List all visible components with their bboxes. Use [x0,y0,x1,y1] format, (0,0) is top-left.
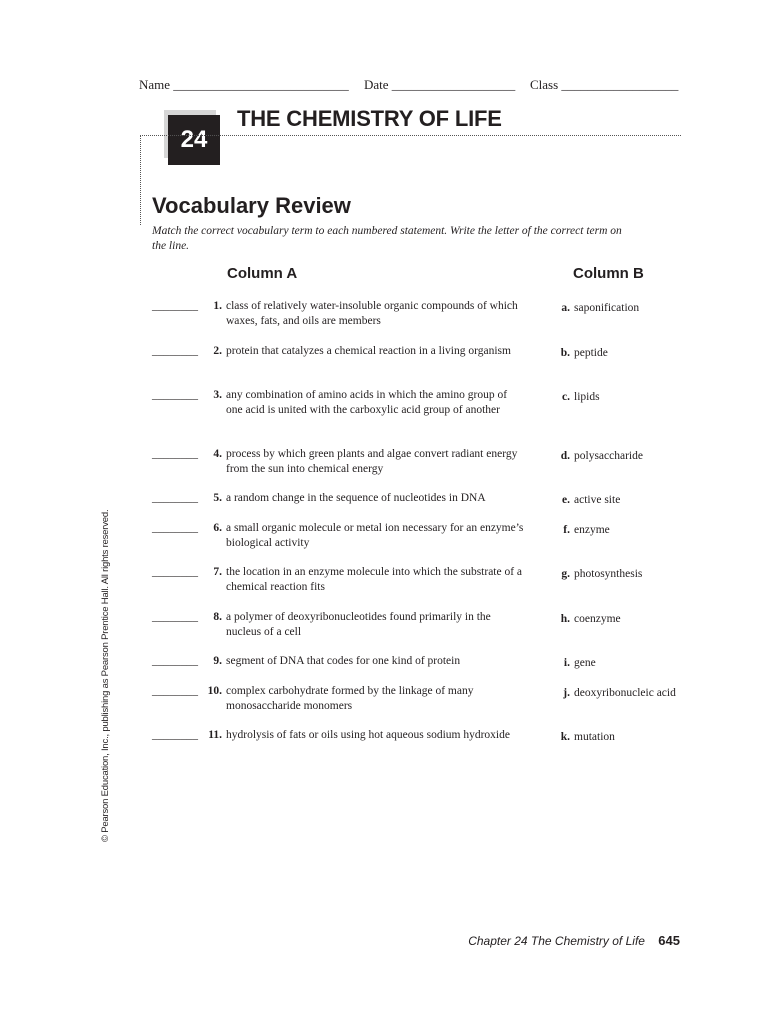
answer-blank[interactable]: ________ [152,729,198,741]
term-letter: c. [562,391,570,403]
chapter-title: THE CHEMISTRY OF LIFE [237,106,502,131]
class-field: Class __________________ [530,77,679,92]
term-text: mutation [574,731,615,743]
statement-text: any combination of amino acids in which the amino group of one acid is united with the carboxylic acid group of another [226,389,508,416]
chapter-number: 24 [180,126,208,153]
statement-text: protein that catalyzes a chemical reaction in a living organism [226,345,511,357]
item-number: 9. [213,655,222,667]
answer-blank[interactable]: ________ [152,685,198,697]
statement-text: a polymer of deoxyribonucleotides found primarily in the nucleus of a cell [226,611,491,638]
term-text: coenzyme [574,613,621,625]
term-text: deoxyribonucleic acid [574,687,676,699]
term-letter: e. [562,494,570,506]
date-field: Date ___________________ [364,77,516,92]
column-b-heading: Column B [573,265,644,282]
item-number: 7. [213,566,222,578]
term-letter: g. [561,568,570,580]
term-text: peptide [574,347,608,359]
item-number: 5. [213,492,222,504]
column-a-heading: Column A [227,265,298,282]
answer-blank[interactable]: ________ [152,566,198,578]
answer-blank[interactable]: ________ [152,300,198,312]
statement-text: hydrolysis of fats or oils using hot aqueous sodium hydroxide [226,729,510,741]
term-text: active site [574,494,621,506]
footer-text: Chapter 24 The Chemistry of Life [468,934,645,948]
dotted-rule-vertical [140,135,141,225]
dotted-rule [140,135,681,136]
item-number: 10. [207,685,222,697]
item-number: 8. [213,611,222,623]
answer-blank[interactable]: ________ [152,492,198,504]
answer-blank[interactable]: ________ [152,448,198,460]
item-number: 1. [213,300,222,312]
item-number: 4. [213,448,222,460]
term-letter: b. [560,347,570,359]
term-text: lipids [574,391,600,403]
page-number: 645 [658,933,680,948]
term-text: gene [574,657,596,669]
copyright-note: © Pearson Education, Inc., publishing as Pearson Prentice Hall. All rights reserved. [100,509,111,842]
answer-blank[interactable]: ________ [152,389,198,401]
statement-text: complex carbohydrate formed by the linkage of many monosaccharide monomers [226,685,474,712]
answer-blank[interactable]: ________ [152,655,198,667]
statement-text: a random change in the sequence of nucleotides in DNA [226,492,486,504]
section-title: Vocabulary Review [152,193,351,218]
item-number: 6. [213,522,222,534]
term-letter: a. [561,302,570,314]
statement-text: a small organic molecule or metal ion necessary for an enzyme’s biological activity [226,522,524,549]
name-field: Name ___________________________ [139,77,349,92]
term-text: polysaccharide [574,450,643,462]
item-number: 2. [213,345,222,357]
statement-text: process by which green plants and algae convert radiant energy from the sun into chemical energy [226,448,518,475]
statement-text: segment of DNA that codes for one kind of protein [226,655,461,667]
term-letter: k. [560,731,570,743]
answer-blank[interactable]: ________ [152,345,198,357]
term-letter: j. [563,687,570,699]
term-text: enzyme [574,524,610,536]
answer-blank[interactable]: ________ [152,522,198,534]
term-letter: h. [560,613,570,625]
item-number: 3. [213,389,222,401]
instructions: Match the correct vocabulary term to each numbered statement. Write the letter of the correct term on the line. [152,225,622,252]
statement-text: the location in an enzyme molecule into which the substrate of a chemical reaction fits [226,566,523,593]
page-footer [468,933,680,948]
term-letter: d. [560,450,570,462]
term-letter: i. [563,657,570,669]
term-text: saponification [574,302,640,314]
item-number: 11. [208,729,222,741]
answer-blank[interactable]: ________ [152,611,198,623]
statement-text: class of relatively water-insoluble organic compounds of which waxes, fats, and oils are members [226,300,518,327]
term-text: photosynthesis [574,568,643,580]
term-letter: f. [563,524,570,536]
